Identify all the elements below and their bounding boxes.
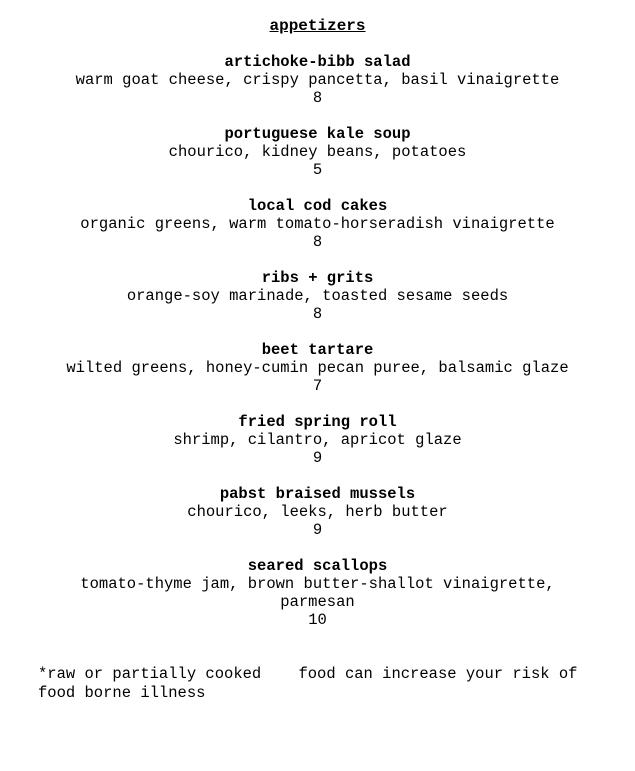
menu-item-description: orange-soy marinade, toasted sesame seeds (126, 287, 509, 305)
menu-item-description: shrimp, cilantro, apricot glaze (173, 431, 462, 449)
menu-item-description: organic greens, warm tomato-horseradish vinaigrette (80, 215, 555, 233)
menu-item-name: beet tartare (261, 341, 374, 359)
appetizer-menu (0, 17, 635, 647)
food-safety-disclaimer: *raw or partially cooked food can increase your risk of food borne illness (38, 665, 587, 702)
menu-item (0, 269, 635, 323)
menu-item-name: fried spring roll (238, 413, 397, 431)
menu-item-name: pabst braised mussels (219, 485, 416, 503)
menu-item-name: seared scallops (247, 557, 388, 575)
menu-section-title: appetizers (269, 17, 366, 35)
menu-item (0, 125, 635, 179)
menu-item (0, 485, 635, 539)
menu-item (0, 53, 635, 107)
menu-item-name: portuguese kale soup (224, 125, 411, 143)
menu-item-name: ribs + grits (261, 269, 374, 287)
menu-item-description: chourico, leeks, herb butter (187, 503, 448, 521)
menu-item-description: chourico, kidney beans, potatoes (168, 143, 467, 161)
menu-item-price: 5 (312, 161, 323, 179)
menu-item-price: 9 (312, 521, 323, 539)
menu-item-description: warm goat cheese, crispy pancetta, basil vinaigrette (75, 71, 560, 89)
menu-item (0, 197, 635, 251)
menu-item (0, 341, 635, 395)
menu-item (0, 413, 635, 467)
menu-item-price: 10 (308, 611, 327, 629)
menu-item-description: tomato-thyme jam, brown butter-shallot vinaigrette, parmesan (80, 575, 555, 611)
menu-item-name: local cod cakes (247, 197, 388, 215)
menu-item-price: 8 (312, 305, 323, 323)
menu-item-price: 8 (312, 89, 323, 107)
menu-item-description: wilted greens, honey-cumin pecan puree, balsamic glaze (66, 359, 569, 377)
menu-item-price: 8 (312, 233, 323, 251)
menu-item-price: 7 (312, 377, 323, 395)
menu-item (0, 557, 635, 629)
menu-item-price: 9 (312, 449, 323, 467)
menu-item-name: artichoke-bibb salad (224, 53, 411, 71)
